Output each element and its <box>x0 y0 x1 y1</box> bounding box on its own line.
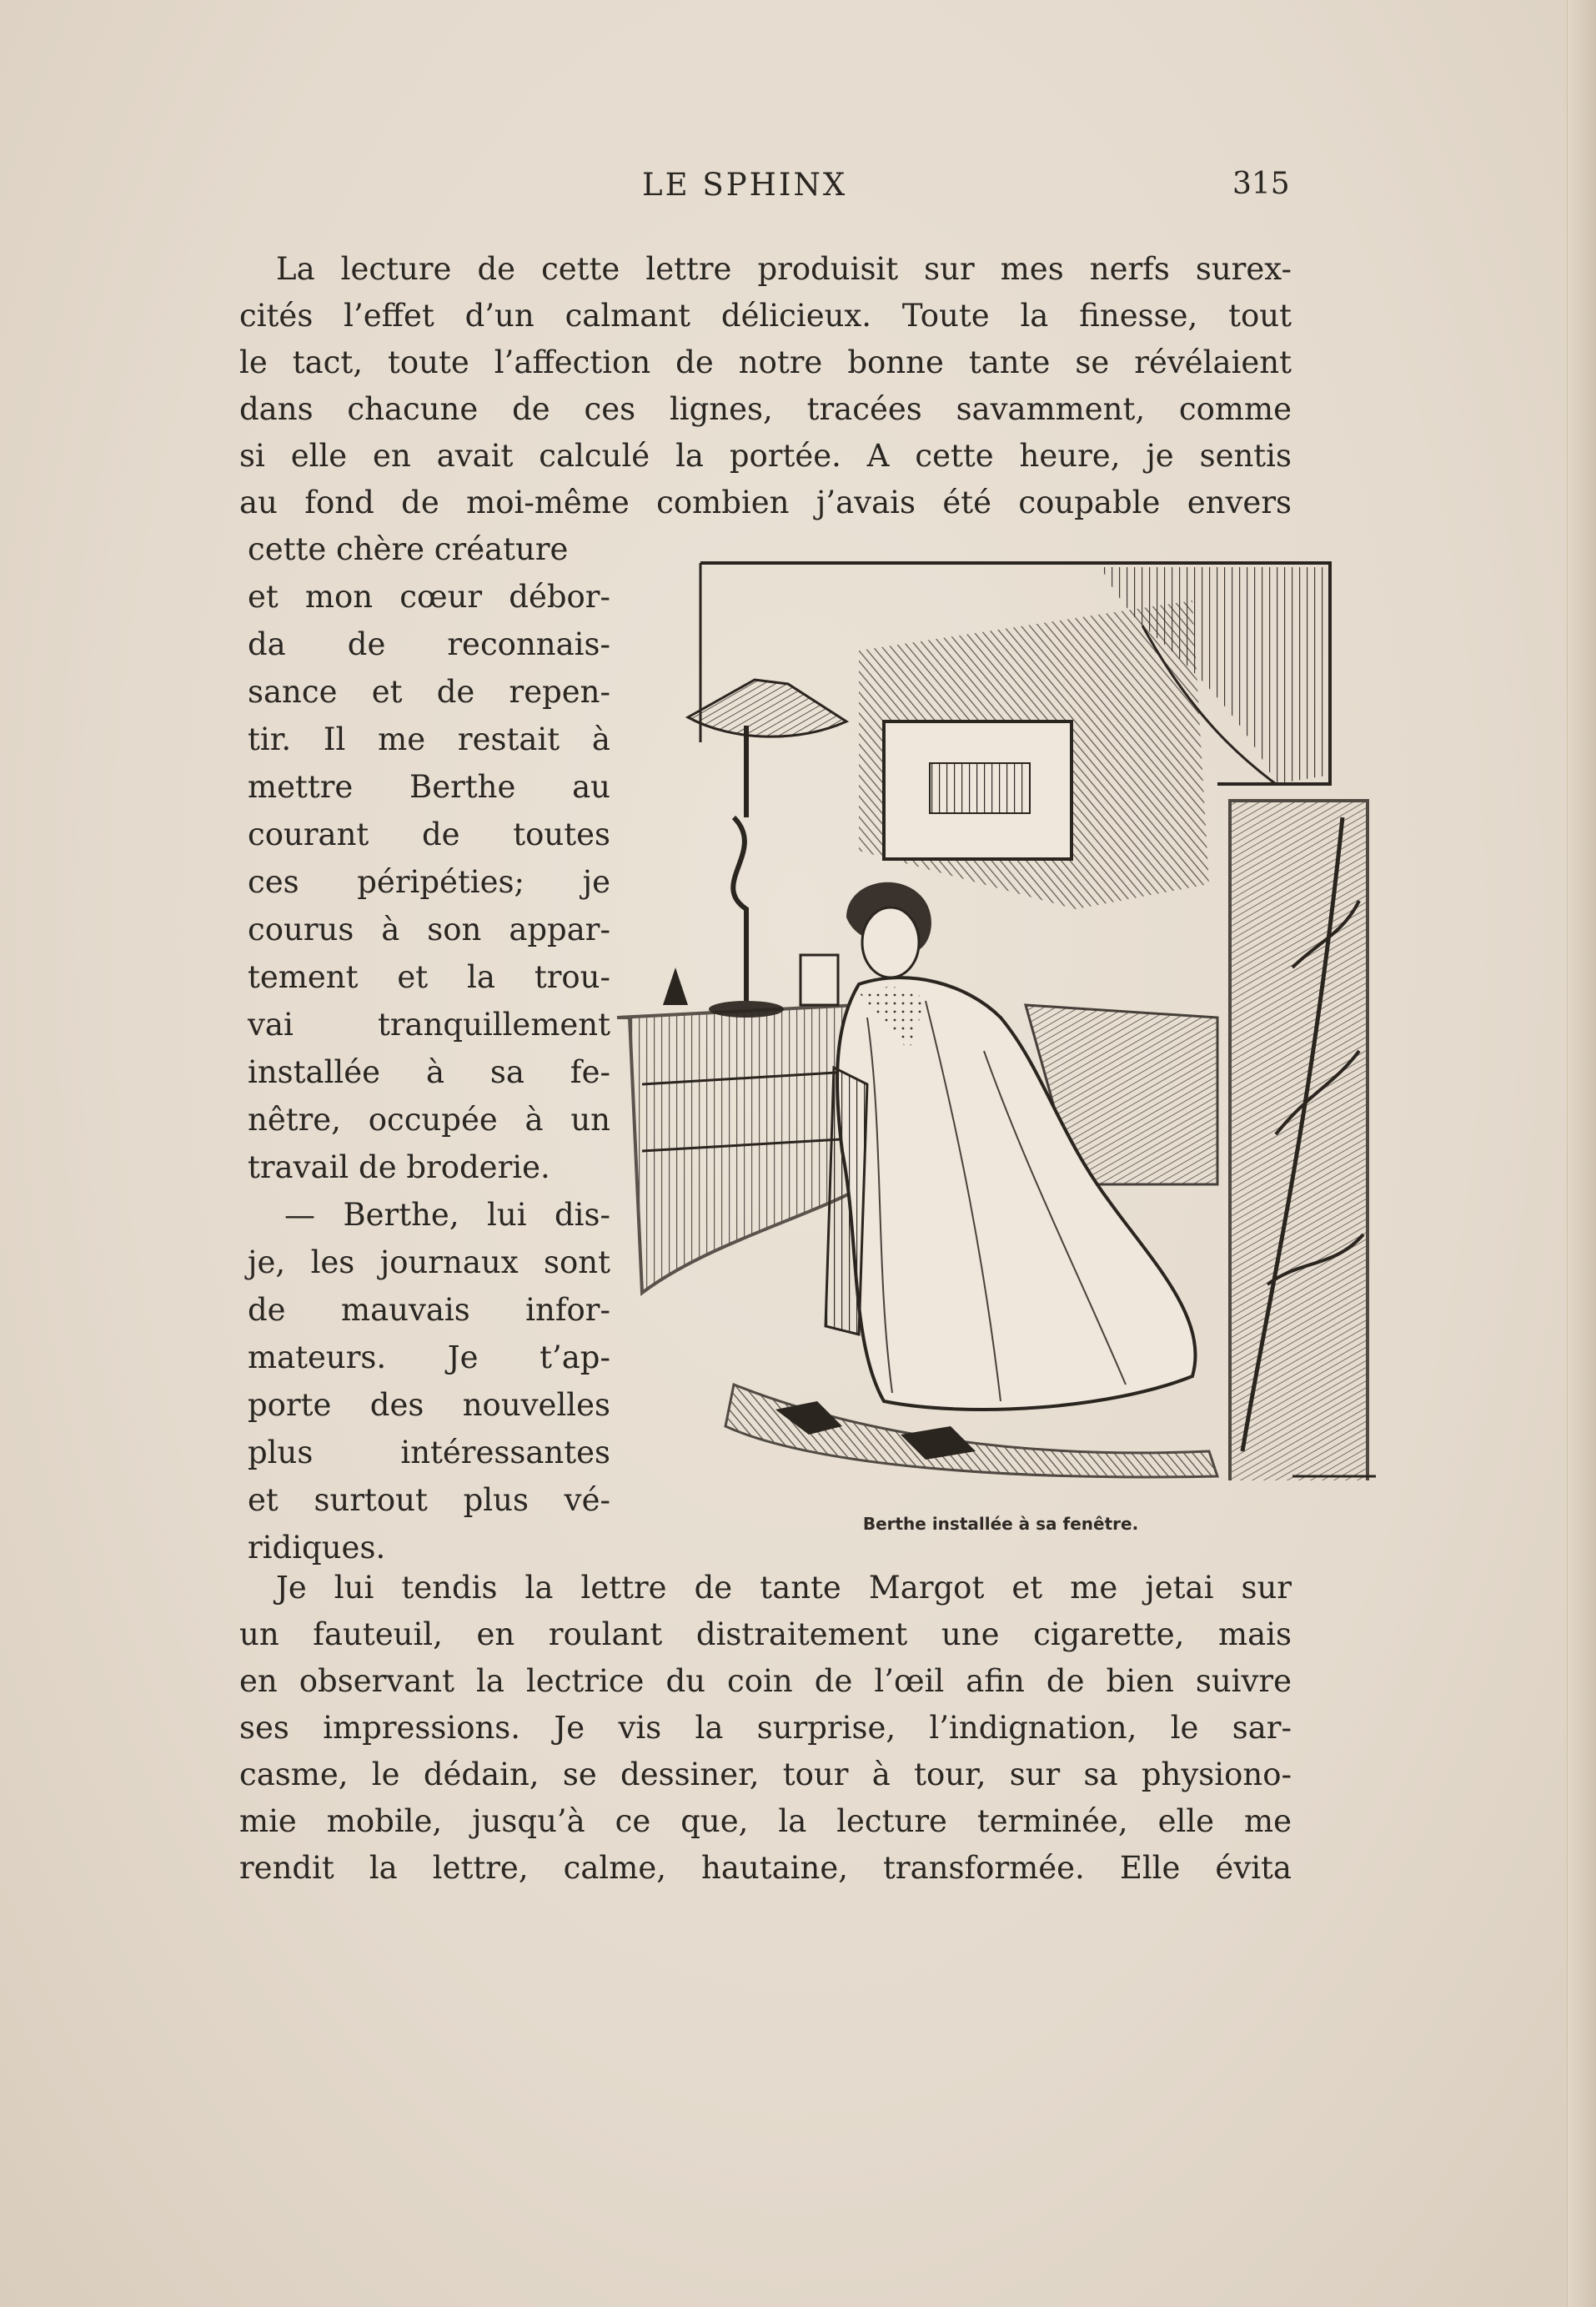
text-line: cités l’effet d’un calmant délicieux. Toute la finesse, tout <box>239 298 1292 334</box>
page-number: 315 <box>1232 167 1290 201</box>
text-line: si elle en avait calculé la portée. A cette heure, je sentis <box>239 438 1292 474</box>
illustration-caption: Berthe installée à sa fenêtre. <box>862 1514 1139 1534</box>
text-line: mateurs. Je t’ap- <box>248 1339 610 1375</box>
lamp-shade <box>688 680 846 736</box>
text-line: le tact, toute l’affection de notre bonne tante se révélaient <box>239 344 1292 380</box>
text-line: da de reconnais- <box>248 626 610 662</box>
running-title: LE SPHINX <box>642 167 848 203</box>
text-line: porte des nouvelles <box>248 1387 610 1423</box>
text-line: courant de toutes <box>248 817 610 852</box>
text-line: dans chacune de ces lignes, tracées savamment, comme <box>239 391 1292 427</box>
text-line: de mauvais infor- <box>248 1292 610 1328</box>
text-line: travail de broderie. <box>248 1149 550 1185</box>
text-line: et surtout plus vé- <box>248 1482 610 1518</box>
text-line: cette chère créature <box>248 531 569 567</box>
text-line: plus intéressantes <box>248 1435 610 1470</box>
illustration <box>609 550 1380 1480</box>
text-line: je, les journaux sont <box>248 1244 610 1280</box>
text-line: en observant la lectrice du coin de l’œil afin de bien suivre <box>239 1663 1292 1699</box>
text-line: casme, le dédain, se dessiner, tour à tour, sur sa physiono- <box>239 1757 1292 1792</box>
text-line: La lecture de cette lettre produisit sur mes nerfs surex- <box>276 251 1292 287</box>
woman-face <box>862 907 919 978</box>
text-line: un fauteuil, en roulant distraitement une cigarette, mais <box>239 1616 1292 1652</box>
text-line: et mon cœur débor- <box>248 579 610 615</box>
text-line: mie mobile, jusqu’à ce que, la lecture terminée, elle me <box>239 1803 1292 1839</box>
page-edge <box>1567 0 1596 2307</box>
text-line: tement et la trou- <box>248 959 610 995</box>
text-line: vai tranquillement <box>248 1007 610 1043</box>
text-line: mettre Berthe au <box>248 769 610 805</box>
text-line: — Berthe, lui dis- <box>284 1197 610 1233</box>
text-line: au fond de moi-même combien j’avais été coupable envers <box>239 485 1292 520</box>
text-line: tir. Il me restait à <box>248 721 610 757</box>
chair <box>826 1068 867 1334</box>
text-line: ridiques. <box>248 1530 386 1566</box>
text-line: nêtre, occupée à un <box>248 1102 610 1138</box>
text-line: courus à son appar- <box>248 912 610 947</box>
text-line: rendit la lettre, calme, hautaine, transformée. Elle évita <box>239 1850 1292 1886</box>
text-line: ces péripéties; je <box>248 864 610 900</box>
text-line: installée à sa fe- <box>248 1054 610 1090</box>
text-line: Je lui tendis la lettre de tante Margot et me jetai sur <box>276 1570 1292 1606</box>
text-line: ses impressions. Je vis la surprise, l’indignation, le sar- <box>239 1710 1292 1746</box>
text-line: sance et de repen- <box>248 674 610 710</box>
running-head <box>0 167 1596 209</box>
